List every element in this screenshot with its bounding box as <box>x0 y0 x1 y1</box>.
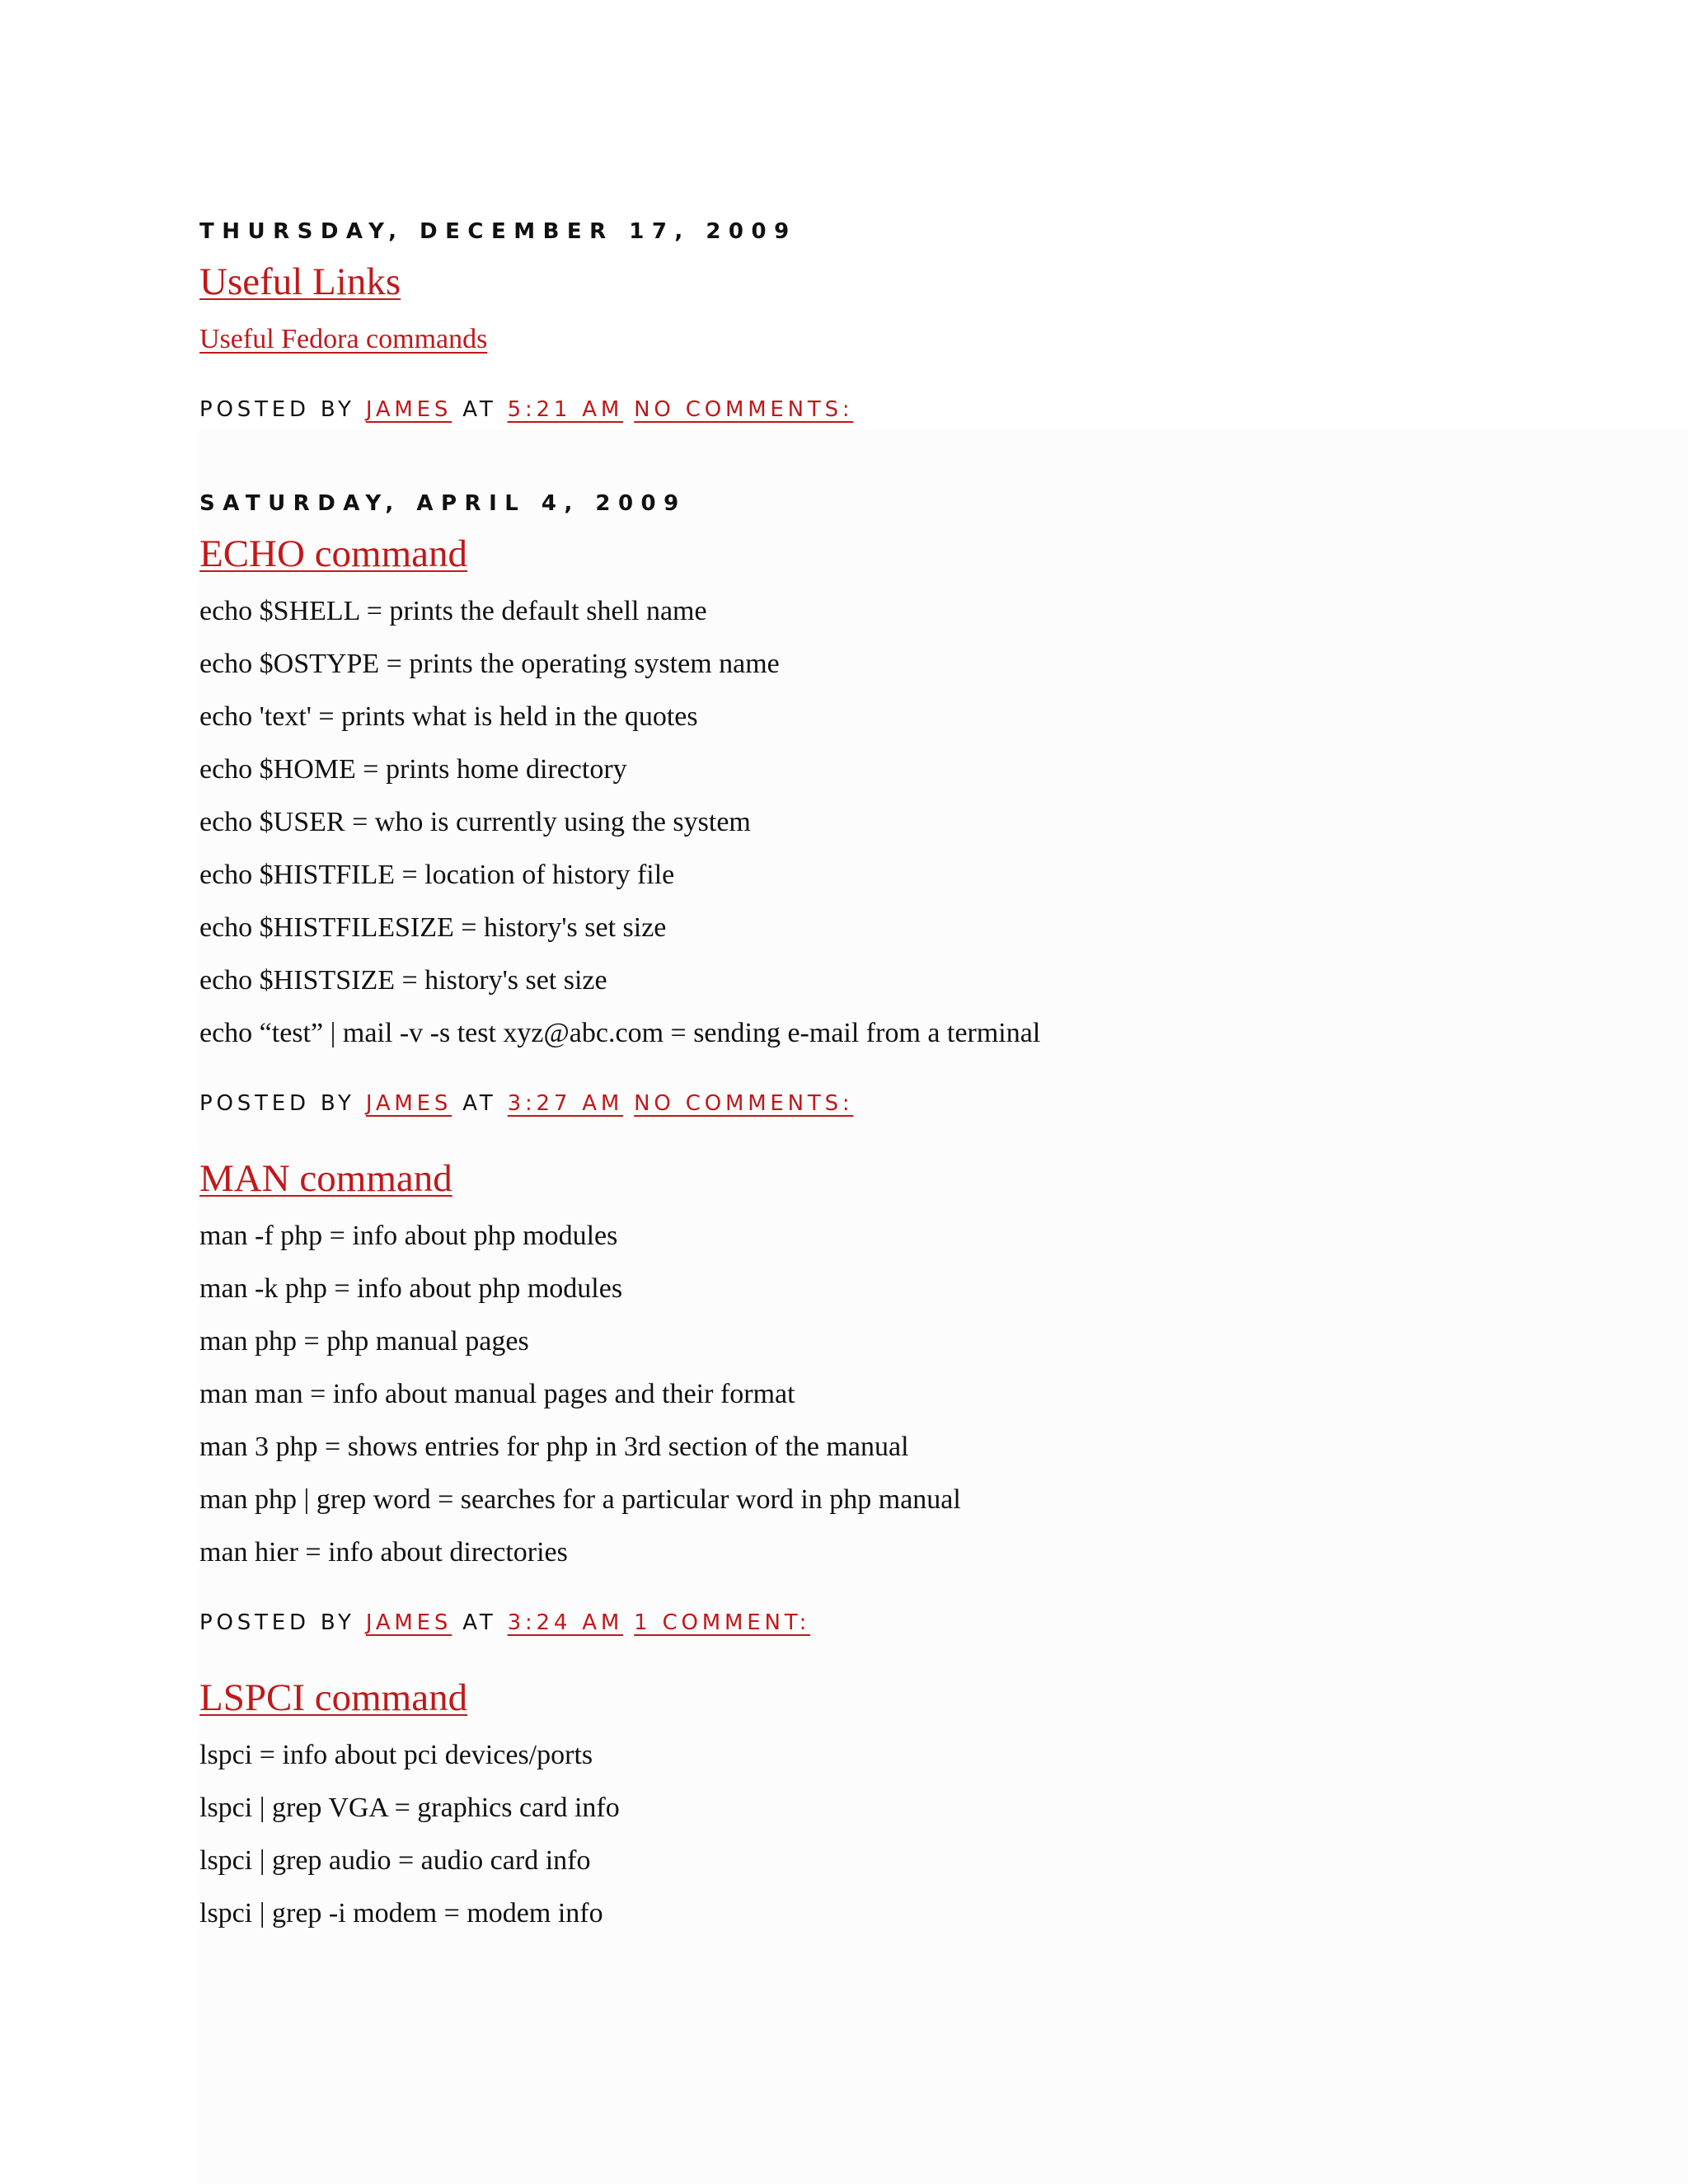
useful-fedora-commands-link[interactable]: Useful Fedora commands <box>199 324 488 354</box>
date-header: SATURDAY, APRIL 4, 2009 <box>199 491 687 516</box>
timestamp-link[interactable]: 3:24 AM <box>507 1610 624 1635</box>
post-footer <box>199 1609 1601 1637</box>
post-line: lspci | grep -i modem = modem info <box>199 1898 603 1929</box>
post-line: echo $HOME = prints home directory <box>199 754 627 785</box>
post-footer <box>199 396 1601 424</box>
post-title <box>199 259 1601 305</box>
post-line: echo $OSTYPE = prints the operating system name <box>199 649 780 679</box>
post-line: man php | grep word = searches for a particular word in php manual <box>199 1484 961 1515</box>
post-line: echo $SHELL = prints the default shell name <box>199 596 707 626</box>
at-label: AT <box>462 397 497 422</box>
post-line: echo $HISTFILESIZE = history's set size <box>199 912 667 943</box>
post-line <box>199 313 1601 366</box>
post-line: echo 'text' = prints what is held in the quotes <box>199 701 698 732</box>
post-line: lspci | grep VGA = graphics card info <box>199 1793 620 1823</box>
post-line: man -k php = info about php modules <box>199 1273 623 1304</box>
comments-link[interactable]: 1 COMMENT: <box>634 1610 811 1635</box>
post-man-command <box>199 1155 1601 1637</box>
post-lspci-command <box>199 1675 1601 1940</box>
post-line: lspci | grep audio = audio card info <box>199 1845 591 1876</box>
post-echo-command <box>199 531 1601 1118</box>
post-line: man 3 php = shows entries for php in 3rd section of the manual <box>199 1432 909 1462</box>
post-title-link[interactable]: LSPCI command <box>199 1676 468 1719</box>
post-line: echo $USER = who is currently using the system <box>199 807 751 837</box>
date-header: THURSDAY, DECEMBER 17, 2009 <box>199 219 797 244</box>
post-line: man man = info about manual pages and their format <box>199 1379 795 1409</box>
post-title-link[interactable]: ECHO command <box>199 532 468 575</box>
post-body <box>199 585 1601 1060</box>
post-line: echo “test” | mail -v -s test xyz@abc.com = sending e-mail from a terminal <box>199 1018 1041 1048</box>
timestamp-link[interactable]: 5:21 AM <box>507 397 624 422</box>
comments-link[interactable]: NO COMMENTS: <box>634 397 854 422</box>
post-body <box>199 313 1601 366</box>
post-useful-links <box>199 259 1601 424</box>
post-title-link[interactable]: Useful Links <box>199 260 401 303</box>
post-line: echo $HISTFILE = location of history file <box>199 860 675 890</box>
posted-by-label: POSTED BY <box>199 1091 355 1116</box>
post-body <box>199 1729 1601 1940</box>
post-line: echo $HISTSIZE = history's set size <box>199 965 607 996</box>
post-title-link[interactable]: MAN command <box>199 1157 452 1200</box>
at-label: AT <box>462 1610 497 1635</box>
post-line: lspci = info about pci devices/ports <box>199 1740 593 1770</box>
posted-by-label: POSTED BY <box>199 1610 355 1635</box>
post-line: man php = php manual pages <box>199 1326 529 1357</box>
comments-link[interactable]: NO COMMENTS: <box>634 1091 854 1116</box>
posted-by-label: POSTED BY <box>199 397 355 422</box>
post-title <box>199 1675 1601 1721</box>
blog-posts <box>199 218 1601 1940</box>
author-link[interactable]: JAMES <box>365 1610 452 1635</box>
post-footer <box>199 1090 1601 1118</box>
timestamp-link[interactable]: 3:27 AM <box>507 1091 624 1116</box>
post-title <box>199 1155 1601 1202</box>
post-body <box>199 1210 1601 1579</box>
post-line: man hier = info about directories <box>199 1537 568 1568</box>
at-label: AT <box>462 1091 497 1116</box>
post-line: man -f php = info about php modules <box>199 1221 618 1251</box>
author-link[interactable]: JAMES <box>365 1091 452 1116</box>
author-link[interactable]: JAMES <box>365 397 452 422</box>
post-title <box>199 531 1601 577</box>
